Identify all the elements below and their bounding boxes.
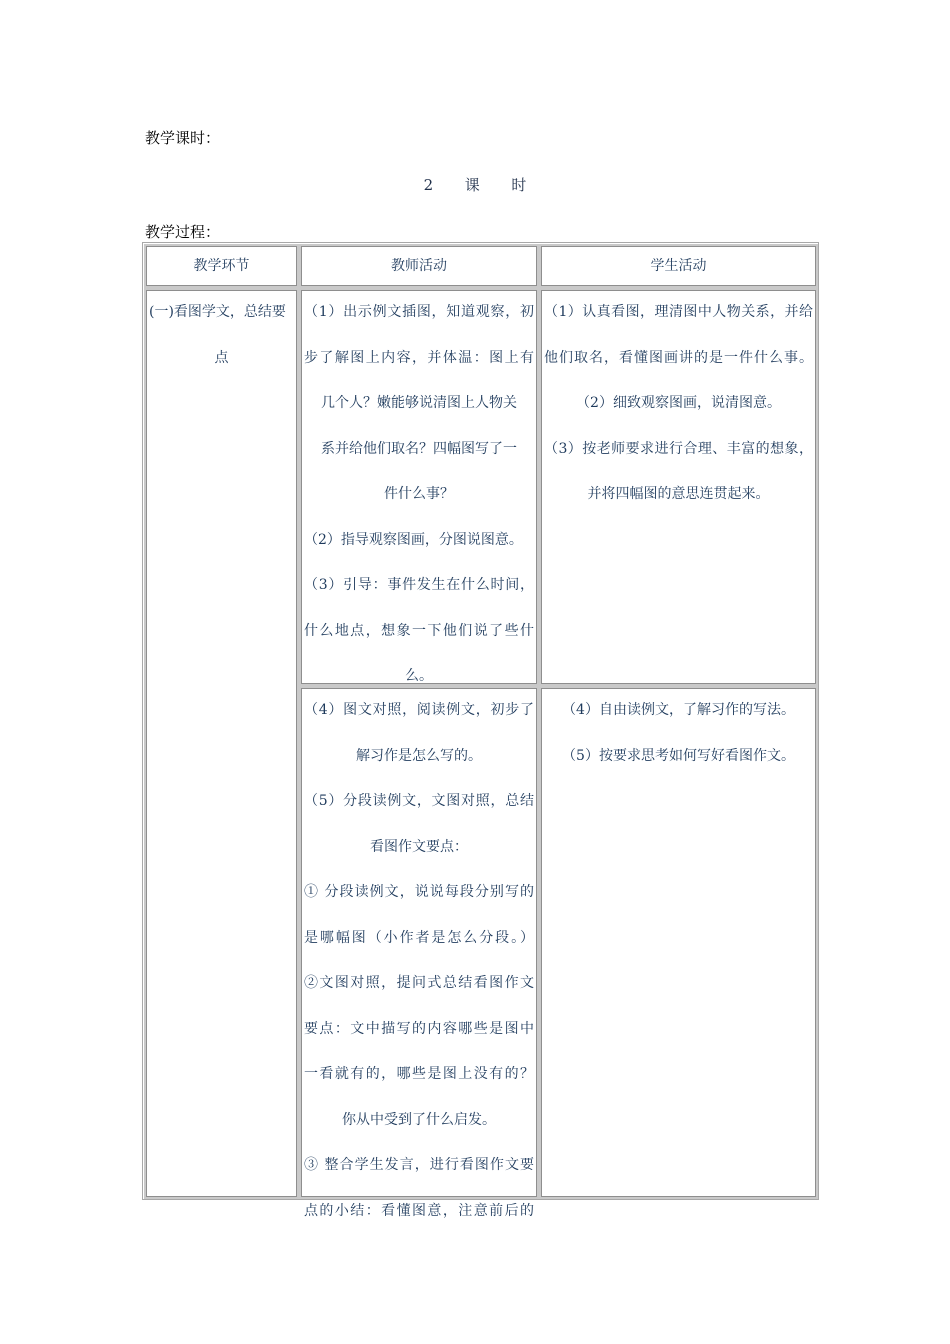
- header-student-label: 学生活动: [650, 258, 707, 274]
- teacher-line: 么。: [405, 668, 433, 684]
- header-student: [539, 244, 818, 288]
- header-teacher-label: 教师活动: [391, 258, 447, 274]
- teacher-line: ① 分段读例文，说说每段分别写的: [304, 884, 534, 900]
- stage-line: (一)看图学文，总结要: [149, 304, 286, 320]
- lesson-time-label: 教学课时：: [145, 129, 221, 147]
- lesson-count-number: 2: [423, 176, 434, 194]
- student-line: （2）细致观察图画，说清图意。: [576, 395, 781, 411]
- teacher-line: ③ 整合学生发言，进行看图作文要: [304, 1157, 534, 1173]
- teacher-cell-1: [299, 288, 539, 686]
- teacher-line: 系并给他们取名？四幅图写了一: [321, 440, 517, 457]
- header-stage-label: 教学环节: [193, 258, 250, 274]
- student-line: （5）按要求思考如何写好看图作文。: [562, 747, 795, 764]
- teacher-line: （5）分段读例文，文图对照，总结: [304, 793, 534, 809]
- header-teacher: [299, 244, 539, 288]
- lesson-count: [0, 174, 950, 195]
- teacher-line: ②文图对照，提问式总结看图作文: [304, 975, 534, 991]
- lesson-count-unit-1: 课: [464, 176, 480, 194]
- teacher-line: （4）图文对照，阅读例文，初步了: [304, 702, 534, 718]
- stage-cell: [144, 288, 299, 1199]
- teacher-line: 是哪幅图（小作者是怎么分段。）: [304, 929, 534, 946]
- teacher-cell-2: [299, 686, 539, 1219]
- teacher-line: （2）指导观察图画，分图说图意。: [304, 531, 523, 548]
- lesson-count-unit-2: 时: [511, 176, 527, 194]
- student-cell-1: [539, 288, 818, 686]
- student-cell-2: [539, 686, 818, 1199]
- teacher-line: 什么地点，想象一下他们说了些什: [304, 622, 534, 639]
- teacher-line: 看图作文要点：: [370, 838, 468, 855]
- teacher-line: 解习作是怎么写的。: [356, 747, 482, 764]
- teacher-line: 你从中受到了什么启发。: [342, 1111, 496, 1128]
- teacher-line: （1）出示例文插图，知道观察，初: [304, 304, 534, 320]
- teacher-line: 要点：文中描写的内容哪些是图中: [304, 1020, 534, 1037]
- process-label: 教学过程：: [145, 223, 221, 241]
- teacher-line: 件什么事？: [384, 486, 454, 502]
- teacher-line: 几个人？嫩能够说清图上人物关: [321, 395, 517, 411]
- student-line: （3）按老师要求进行合理、丰富的想象，: [544, 440, 813, 457]
- teacher-line: 步了解图上内容，并体温：图上有: [304, 349, 534, 366]
- header-stage: [144, 244, 299, 288]
- student-line: （4）自由读例文，了解习作的写法。: [562, 702, 795, 718]
- teacher-line: （3）引导：事件发生在什么时间，: [304, 577, 534, 593]
- stage-line: 点: [214, 349, 229, 366]
- student-line: 并将四幅图的意思连贯起来。: [587, 486, 770, 502]
- teacher-line: 点的小结：看懂图意，注意前后的: [304, 1202, 534, 1219]
- teacher-line: 一看就有的，哪些是图上没有的？: [304, 1066, 534, 1082]
- student-line: 他们取名，看懂图画讲的是一件什么事。: [544, 349, 813, 366]
- student-line: （1）认真看图，理清图中人物关系，并给: [544, 304, 813, 320]
